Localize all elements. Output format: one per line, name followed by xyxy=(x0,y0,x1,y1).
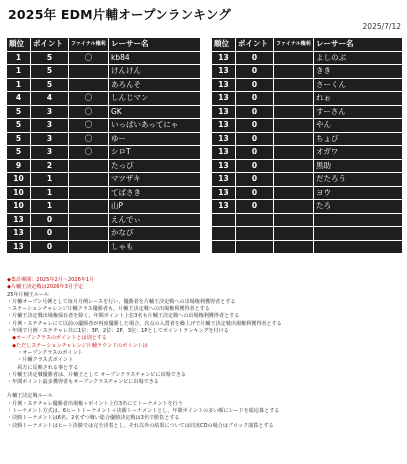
points-cell: 0 xyxy=(236,200,274,214)
final-cell: 〇 xyxy=(69,146,109,160)
rank-cell: 5 xyxy=(7,146,31,160)
racer-name-cell: やん xyxy=(314,119,403,133)
points-cell: 3 xyxy=(31,105,69,119)
racer-name-cell: たろ xyxy=(314,200,403,214)
rank-cell: 9 xyxy=(7,159,31,173)
points-cell: 0 xyxy=(236,173,274,187)
final-cell xyxy=(274,159,314,173)
note-line: ・年間ポイント最多獲得者もオープンクラスチャンピに出場できる xyxy=(7,379,159,386)
final-cell xyxy=(69,240,109,254)
points-cell: 3 xyxy=(31,146,69,160)
table-row xyxy=(7,92,201,106)
header-rank: 順位 xyxy=(7,38,31,52)
note-line: ・片輔クラス式ポイント xyxy=(7,357,74,364)
table-row xyxy=(7,119,201,133)
final-cell xyxy=(274,119,314,133)
final-cell xyxy=(69,200,109,214)
points-cell xyxy=(236,240,274,254)
table-row xyxy=(212,105,403,119)
points-cell: 0 xyxy=(236,105,274,119)
final-cell: 〇 xyxy=(69,132,109,146)
header-name: レーサー名 xyxy=(314,38,403,52)
table-header-row xyxy=(7,38,201,52)
points-cell: 5 xyxy=(31,51,69,65)
racer-name-cell: えんでぃ xyxy=(109,213,201,227)
page-title: 2025年 EDM片輔オープンランキング xyxy=(8,7,231,22)
table-row xyxy=(212,213,403,227)
table-row xyxy=(7,186,201,200)
note-line: ・年間で月例・ステチャレ共に1位：3P、2位：2P、3位：1Pとしてポイントランキングを付ける xyxy=(7,328,229,335)
rank-cell: 4 xyxy=(7,92,31,106)
rank-cell: 5 xyxy=(7,132,31,146)
rank-cell: 13 xyxy=(7,240,31,254)
rank-cell: 13 xyxy=(212,186,236,200)
racer-name-cell: きき xyxy=(314,65,403,79)
table-row xyxy=(212,240,403,254)
rank-cell: 13 xyxy=(212,51,236,65)
rank-cell xyxy=(212,213,236,227)
rank-cell: 13 xyxy=(212,159,236,173)
points-cell: 0 xyxy=(236,132,274,146)
points-cell: 0 xyxy=(236,92,274,106)
final-cell xyxy=(274,105,314,119)
table-row xyxy=(7,105,201,119)
update-date: 2025/7/12 xyxy=(362,22,401,31)
racer-name-cell: ちょび xyxy=(314,132,403,146)
rank-cell: 13 xyxy=(212,132,236,146)
table-header-row xyxy=(212,38,403,52)
table-row xyxy=(7,227,201,241)
table-row xyxy=(212,173,403,187)
table-row xyxy=(7,200,201,214)
table-row xyxy=(212,146,403,160)
table-row xyxy=(212,132,403,146)
rank-cell: 10 xyxy=(7,186,31,200)
points-cell: 5 xyxy=(31,78,69,92)
rank-cell: 13 xyxy=(7,213,31,227)
table-row xyxy=(7,65,201,79)
racer-name-cell: オガワ xyxy=(314,146,403,160)
racer-name-cell: かなび xyxy=(109,227,201,241)
points-cell: 5 xyxy=(31,65,69,79)
rank-cell: 10 xyxy=(7,200,31,214)
final-cell xyxy=(274,132,314,146)
racer-name-cell: れぉ xyxy=(314,92,403,106)
table-row xyxy=(212,227,403,241)
rank-cell: 10 xyxy=(7,173,31,187)
final-cell xyxy=(274,65,314,79)
racer-name-cell: kb84 xyxy=(109,51,201,65)
ranking-table-left xyxy=(6,37,201,254)
rank-cell: 13 xyxy=(212,119,236,133)
note-line: ・決勝トーナメントはヒート決勝では完全決着とし、それ以外の結果については同実CDの場合はブロック演算とする xyxy=(7,422,274,429)
points-cell: 0 xyxy=(236,146,274,160)
racer-name-cell xyxy=(314,240,403,254)
points-cell: 0 xyxy=(236,78,274,92)
table-row xyxy=(212,200,403,214)
table-row xyxy=(7,146,201,160)
rank-cell xyxy=(212,240,236,254)
racer-name-cell: てばさき xyxy=(109,186,201,200)
points-cell: 1 xyxy=(31,200,69,214)
final-cell xyxy=(69,186,109,200)
final-cell xyxy=(274,200,314,214)
rank-cell: 1 xyxy=(7,78,31,92)
points-cell: 0 xyxy=(236,65,274,79)
ranking-table-right xyxy=(211,37,403,254)
racer-name-cell: いっぱいあってにゃ xyxy=(109,119,201,133)
final-cell xyxy=(69,213,109,227)
final-cell xyxy=(274,186,314,200)
header-final: ファイナル権利 xyxy=(69,38,109,52)
final-cell xyxy=(69,78,109,92)
points-cell xyxy=(236,227,274,241)
points-cell xyxy=(236,213,274,227)
header-points: ポイント xyxy=(236,38,274,52)
racer-name-cell: だたろう xyxy=(314,173,403,187)
points-cell: 0 xyxy=(236,186,274,200)
racer-name-cell: たっぴ xyxy=(109,159,201,173)
rank-cell: 13 xyxy=(212,105,236,119)
points-cell: 0 xyxy=(31,213,69,227)
racer-name-cell: しゃも xyxy=(109,240,201,254)
final-cell: 〇 xyxy=(69,51,109,65)
final-cell xyxy=(274,213,314,227)
rank-cell: 13 xyxy=(212,92,236,106)
points-cell: 0 xyxy=(236,159,274,173)
header-points: ポイント xyxy=(31,38,69,52)
racer-name-cell: さーくん xyxy=(314,78,403,92)
table-row xyxy=(212,159,403,173)
note-line: ・トーナメント方式は、6ヒートトーナメント＋決勝トーナメントとし、年間ポイントの多い順にシードを総応募とする xyxy=(7,408,280,415)
final-cell xyxy=(274,146,314,160)
rank-cell: 13 xyxy=(212,65,236,79)
racer-name-cell: けんけん xyxy=(109,65,201,79)
header-name: レーサー名 xyxy=(109,38,201,52)
racer-name-cell: シロT xyxy=(109,146,201,160)
rank-cell: 13 xyxy=(212,78,236,92)
note-final-date: ◆片輔王決定戦は2026年3月予定 xyxy=(7,284,84,291)
final-cell xyxy=(274,173,314,187)
rank-cell: 13 xyxy=(212,173,236,187)
note-line: ・ステーションチャレンジ片輔クラス優勝者も、片輔王決定戦への出場権利獲得者とする xyxy=(7,306,210,313)
note-final-rules-heading: 片輔王決定戦ルール xyxy=(7,393,53,400)
header-rank: 順位 xyxy=(212,38,236,52)
final-cell xyxy=(274,240,314,254)
rank-cell: 13 xyxy=(7,227,31,241)
table-row xyxy=(7,159,201,173)
racer-name-cell: GK xyxy=(109,105,201,119)
table-row xyxy=(212,65,403,79)
final-cell: 〇 xyxy=(69,105,109,119)
points-cell: 3 xyxy=(31,132,69,146)
note-line: ◆オープンクラスのポイントとは別とする xyxy=(7,335,107,342)
final-cell: 〇 xyxy=(69,119,109,133)
table-row xyxy=(7,173,201,187)
rules-notes xyxy=(7,277,405,430)
points-cell: 4 xyxy=(31,92,69,106)
note-line: 両方に反映される事とする xyxy=(7,364,79,371)
note-line: ・決勝トーナメントは6名、2名ずつ戦い総合優勝決定戦は3名で勝負とする xyxy=(7,415,180,422)
points-cell: 0 xyxy=(236,51,274,65)
points-cell: 0 xyxy=(31,227,69,241)
points-cell: 0 xyxy=(236,119,274,133)
points-cell: 2 xyxy=(31,159,69,173)
final-cell xyxy=(69,159,109,173)
points-cell: 0 xyxy=(31,240,69,254)
table-row xyxy=(7,132,201,146)
rank-cell: 5 xyxy=(7,105,31,119)
table-row xyxy=(212,92,403,106)
racer-name-cell: ヨウ xyxy=(314,186,403,200)
note-line: ・オープンクラスのポイント xyxy=(7,349,83,356)
racer-name-cell: すーさん xyxy=(314,105,403,119)
final-cell xyxy=(69,173,109,187)
header-final: ファイナル権利 xyxy=(274,38,314,52)
final-cell xyxy=(274,227,314,241)
rank-cell xyxy=(212,227,236,241)
note-line: ・片輔オープン月例として毎月月例レースを行い、優勝者を片輔王決定戦への出場権利獲得者とする xyxy=(7,298,236,305)
racer-name-cell: 黒助 xyxy=(314,159,403,173)
rank-cell: 5 xyxy=(7,119,31,133)
racer-name-cell: 山P xyxy=(109,200,201,214)
note-line: ・月例・ステチャレ優勝者出場権＋ポイント上位3名にてトーナメントを行う xyxy=(7,400,183,407)
table-row xyxy=(7,240,201,254)
racer-name-cell: マツザキ xyxy=(109,173,201,187)
final-cell xyxy=(274,78,314,92)
points-cell: 3 xyxy=(31,119,69,133)
racer-name-cell xyxy=(314,227,403,241)
table-row xyxy=(7,51,201,65)
final-cell xyxy=(69,227,109,241)
table-row xyxy=(212,119,403,133)
final-cell xyxy=(274,51,314,65)
table-row xyxy=(7,78,201,92)
points-cell: 1 xyxy=(31,186,69,200)
racer-name-cell: ゆー xyxy=(109,132,201,146)
final-cell xyxy=(274,92,314,106)
note-period: ◆集計期間：2025年2月～2026年1月 xyxy=(7,277,95,283)
racer-name-cell: あろんそ xyxy=(109,78,201,92)
racer-name-cell: しんじマン xyxy=(109,92,201,106)
racer-name-cell xyxy=(314,213,403,227)
rank-cell: 13 xyxy=(212,200,236,214)
note-line: ・片輔王決定戦優勝者は、片輔王として オープンクラスチャンピに出場できる xyxy=(7,371,186,378)
rank-cell: 13 xyxy=(212,146,236,160)
points-cell: 1 xyxy=(31,173,69,187)
note-line: ・月例・ステチャレにて以前の優勝者が再度優勝した場合、次点の入賞者を繰上げで片輔王決定戦出場権利獲得者とする xyxy=(7,320,282,327)
final-cell: 〇 xyxy=(69,92,109,106)
rank-cell: 1 xyxy=(7,51,31,65)
note-rules-heading: 25年片輔王ルール xyxy=(7,291,50,298)
table-row xyxy=(7,213,201,227)
note-line: ・片輔王決定戦出場権保有者を除く、年間ポイント上位3名も片輔王決定戦への出場権利獲得者とする xyxy=(7,313,240,320)
final-cell xyxy=(69,65,109,79)
rank-cell: 1 xyxy=(7,65,31,79)
table-row xyxy=(212,186,403,200)
table-row xyxy=(212,78,403,92)
racer-name-cell: よしのぶ xyxy=(314,51,403,65)
table-row xyxy=(212,51,403,65)
note-line: ◆ただしステーションチャレンジ片輔ラウンドのポイントは xyxy=(7,342,148,349)
